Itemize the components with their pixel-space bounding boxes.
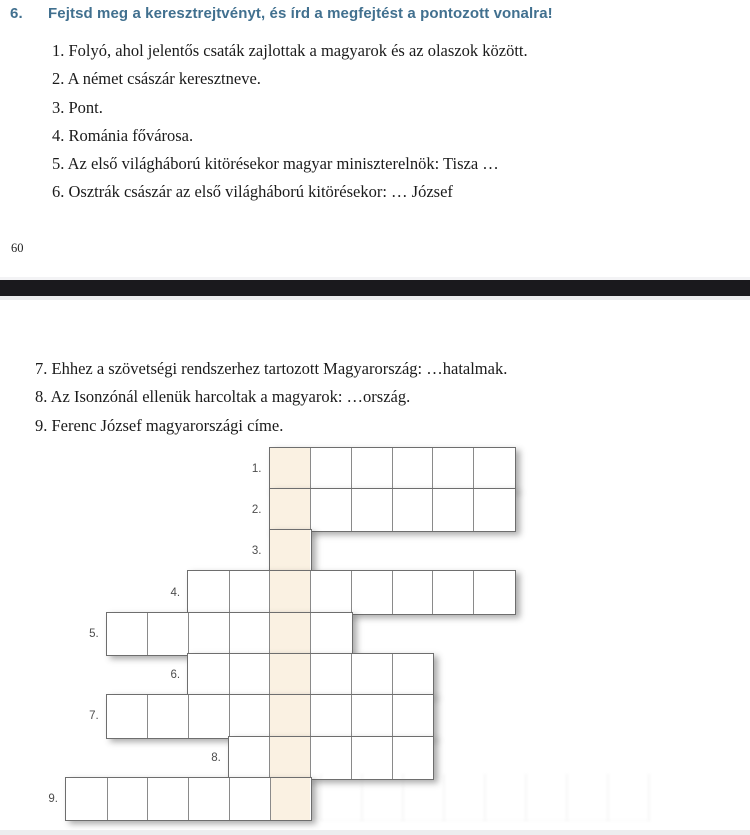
- crossword-cell-solution[interactable]: [270, 489, 311, 531]
- crossword-cell[interactable]: [147, 695, 188, 737]
- crossword-row-number: 8.: [211, 751, 221, 764]
- crossword-row: [170, 570, 516, 614]
- crossword-cell-solution[interactable]: [269, 571, 310, 613]
- crossword-cell-solution[interactable]: [270, 448, 311, 490]
- crossword-cell[interactable]: [310, 695, 351, 737]
- crossword-row: [170, 653, 434, 697]
- crossword-cell[interactable]: [107, 613, 148, 655]
- crossword-cell[interactable]: [147, 613, 188, 655]
- clue: 3. Pont.: [52, 97, 103, 117]
- crossword-row: [251, 529, 313, 573]
- clue: 9. Ferenc József magyarországi címe.: [35, 415, 284, 435]
- crossword-cell[interactable]: [351, 571, 392, 613]
- crossword-row: [251, 488, 516, 532]
- crossword-row-number: 4.: [170, 586, 181, 599]
- crossword-cell[interactable]: [229, 654, 270, 696]
- clue: 8. Az Isonzónál ellenük harcoltak a magyarok: …ország.: [35, 387, 411, 407]
- crossword-cell[interactable]: [107, 695, 148, 737]
- crossword-cell-solution[interactable]: [270, 530, 311, 572]
- crossword-row: [89, 694, 435, 738]
- crossword-cell[interactable]: [188, 571, 229, 613]
- crossword-cell[interactable]: [147, 778, 188, 820]
- crossword-cell[interactable]: [310, 737, 351, 779]
- clue: 7. Ehhez a szövetségi rendszerhez tartozott Magyarország: …hatalmak.: [35, 359, 508, 378]
- clue: 6. Osztrák császár az első világháború kitörésekor: … József: [52, 182, 453, 202]
- clue: 2. A német császár keresztneve.: [52, 69, 261, 89]
- crossword-cell-solution[interactable]: [269, 654, 310, 696]
- crossword-cell[interactable]: [229, 737, 270, 779]
- crossword-cell[interactable]: [229, 571, 270, 613]
- crossword-row-number: 3.: [251, 545, 262, 558]
- crossword-cell[interactable]: [229, 613, 270, 655]
- crossword-cell[interactable]: [310, 448, 351, 490]
- crossword-cell[interactable]: [188, 778, 229, 820]
- crossword-cell[interactable]: [392, 695, 433, 737]
- crossword-cell[interactable]: [66, 778, 107, 820]
- crossword-row-number: 7.: [89, 710, 99, 723]
- crossword-cell[interactable]: [351, 737, 392, 779]
- crossword-row-number: 9.: [48, 793, 58, 806]
- page-bottom-edge: [0, 830, 750, 835]
- clue: 4. Románia fővárosa.: [52, 125, 194, 145]
- crossword-cell[interactable]: [188, 695, 229, 737]
- scan-bleed-artifact: [320, 774, 650, 821]
- crossword-cell-solution[interactable]: [269, 613, 310, 655]
- clue: 5. Az első világháború kitörésekor magyar miniszterelnök: Tisza …: [52, 154, 499, 174]
- crossword-cell[interactable]: [473, 448, 514, 490]
- crossword-row-number: 6.: [170, 669, 181, 682]
- crossword-cell[interactable]: [392, 448, 433, 490]
- crossword-row: [251, 447, 516, 491]
- crossword-cell[interactable]: [351, 695, 392, 737]
- crossword-cell[interactable]: [473, 571, 514, 613]
- crossword-cell[interactable]: [392, 654, 433, 696]
- crossword-row: [89, 612, 353, 656]
- crossword-cell[interactable]: [392, 571, 433, 613]
- crossword-cell[interactable]: [473, 489, 514, 531]
- clue: 1. Folyó, ahol jelentős csaták zajlottak a magyarok és az olaszok között.: [52, 41, 528, 60]
- exercise-number: 6.: [10, 5, 23, 22]
- exercise-title: Fejtsd meg a keresztrejtvényt, és írd a megfejtést a pontozott vonalra!: [48, 5, 553, 22]
- crossword-cell[interactable]: [188, 654, 229, 696]
- crossword-cell[interactable]: [432, 571, 473, 613]
- crossword-cell[interactable]: [351, 654, 392, 696]
- crossword-cell-solution[interactable]: [269, 695, 310, 737]
- crossword-cell[interactable]: [310, 613, 351, 655]
- crossword-row: [48, 777, 312, 821]
- crossword-cell[interactable]: [188, 613, 229, 655]
- crossword-cell[interactable]: [392, 737, 433, 779]
- crossword-cell[interactable]: [229, 695, 270, 737]
- crossword-cell[interactable]: [351, 489, 392, 531]
- crossword-row-number: 5.: [89, 627, 99, 640]
- crossword-cell-solution[interactable]: [270, 778, 311, 820]
- crossword-cell[interactable]: [310, 489, 351, 531]
- crossword-cell[interactable]: [310, 571, 351, 613]
- crossword-cell[interactable]: [392, 489, 433, 531]
- crossword-cell[interactable]: [310, 654, 351, 696]
- crossword-row-number: 2.: [251, 503, 262, 516]
- crossword-cell-solution[interactable]: [269, 737, 310, 779]
- page-number: 60: [11, 241, 24, 255]
- crossword-cell[interactable]: [229, 778, 270, 820]
- crossword-row-number: 1.: [251, 462, 262, 475]
- crossword-cell[interactable]: [107, 778, 148, 820]
- crossword-cell[interactable]: [351, 448, 392, 490]
- crossword-cell[interactable]: [432, 489, 473, 531]
- crossword-cell[interactable]: [432, 448, 473, 490]
